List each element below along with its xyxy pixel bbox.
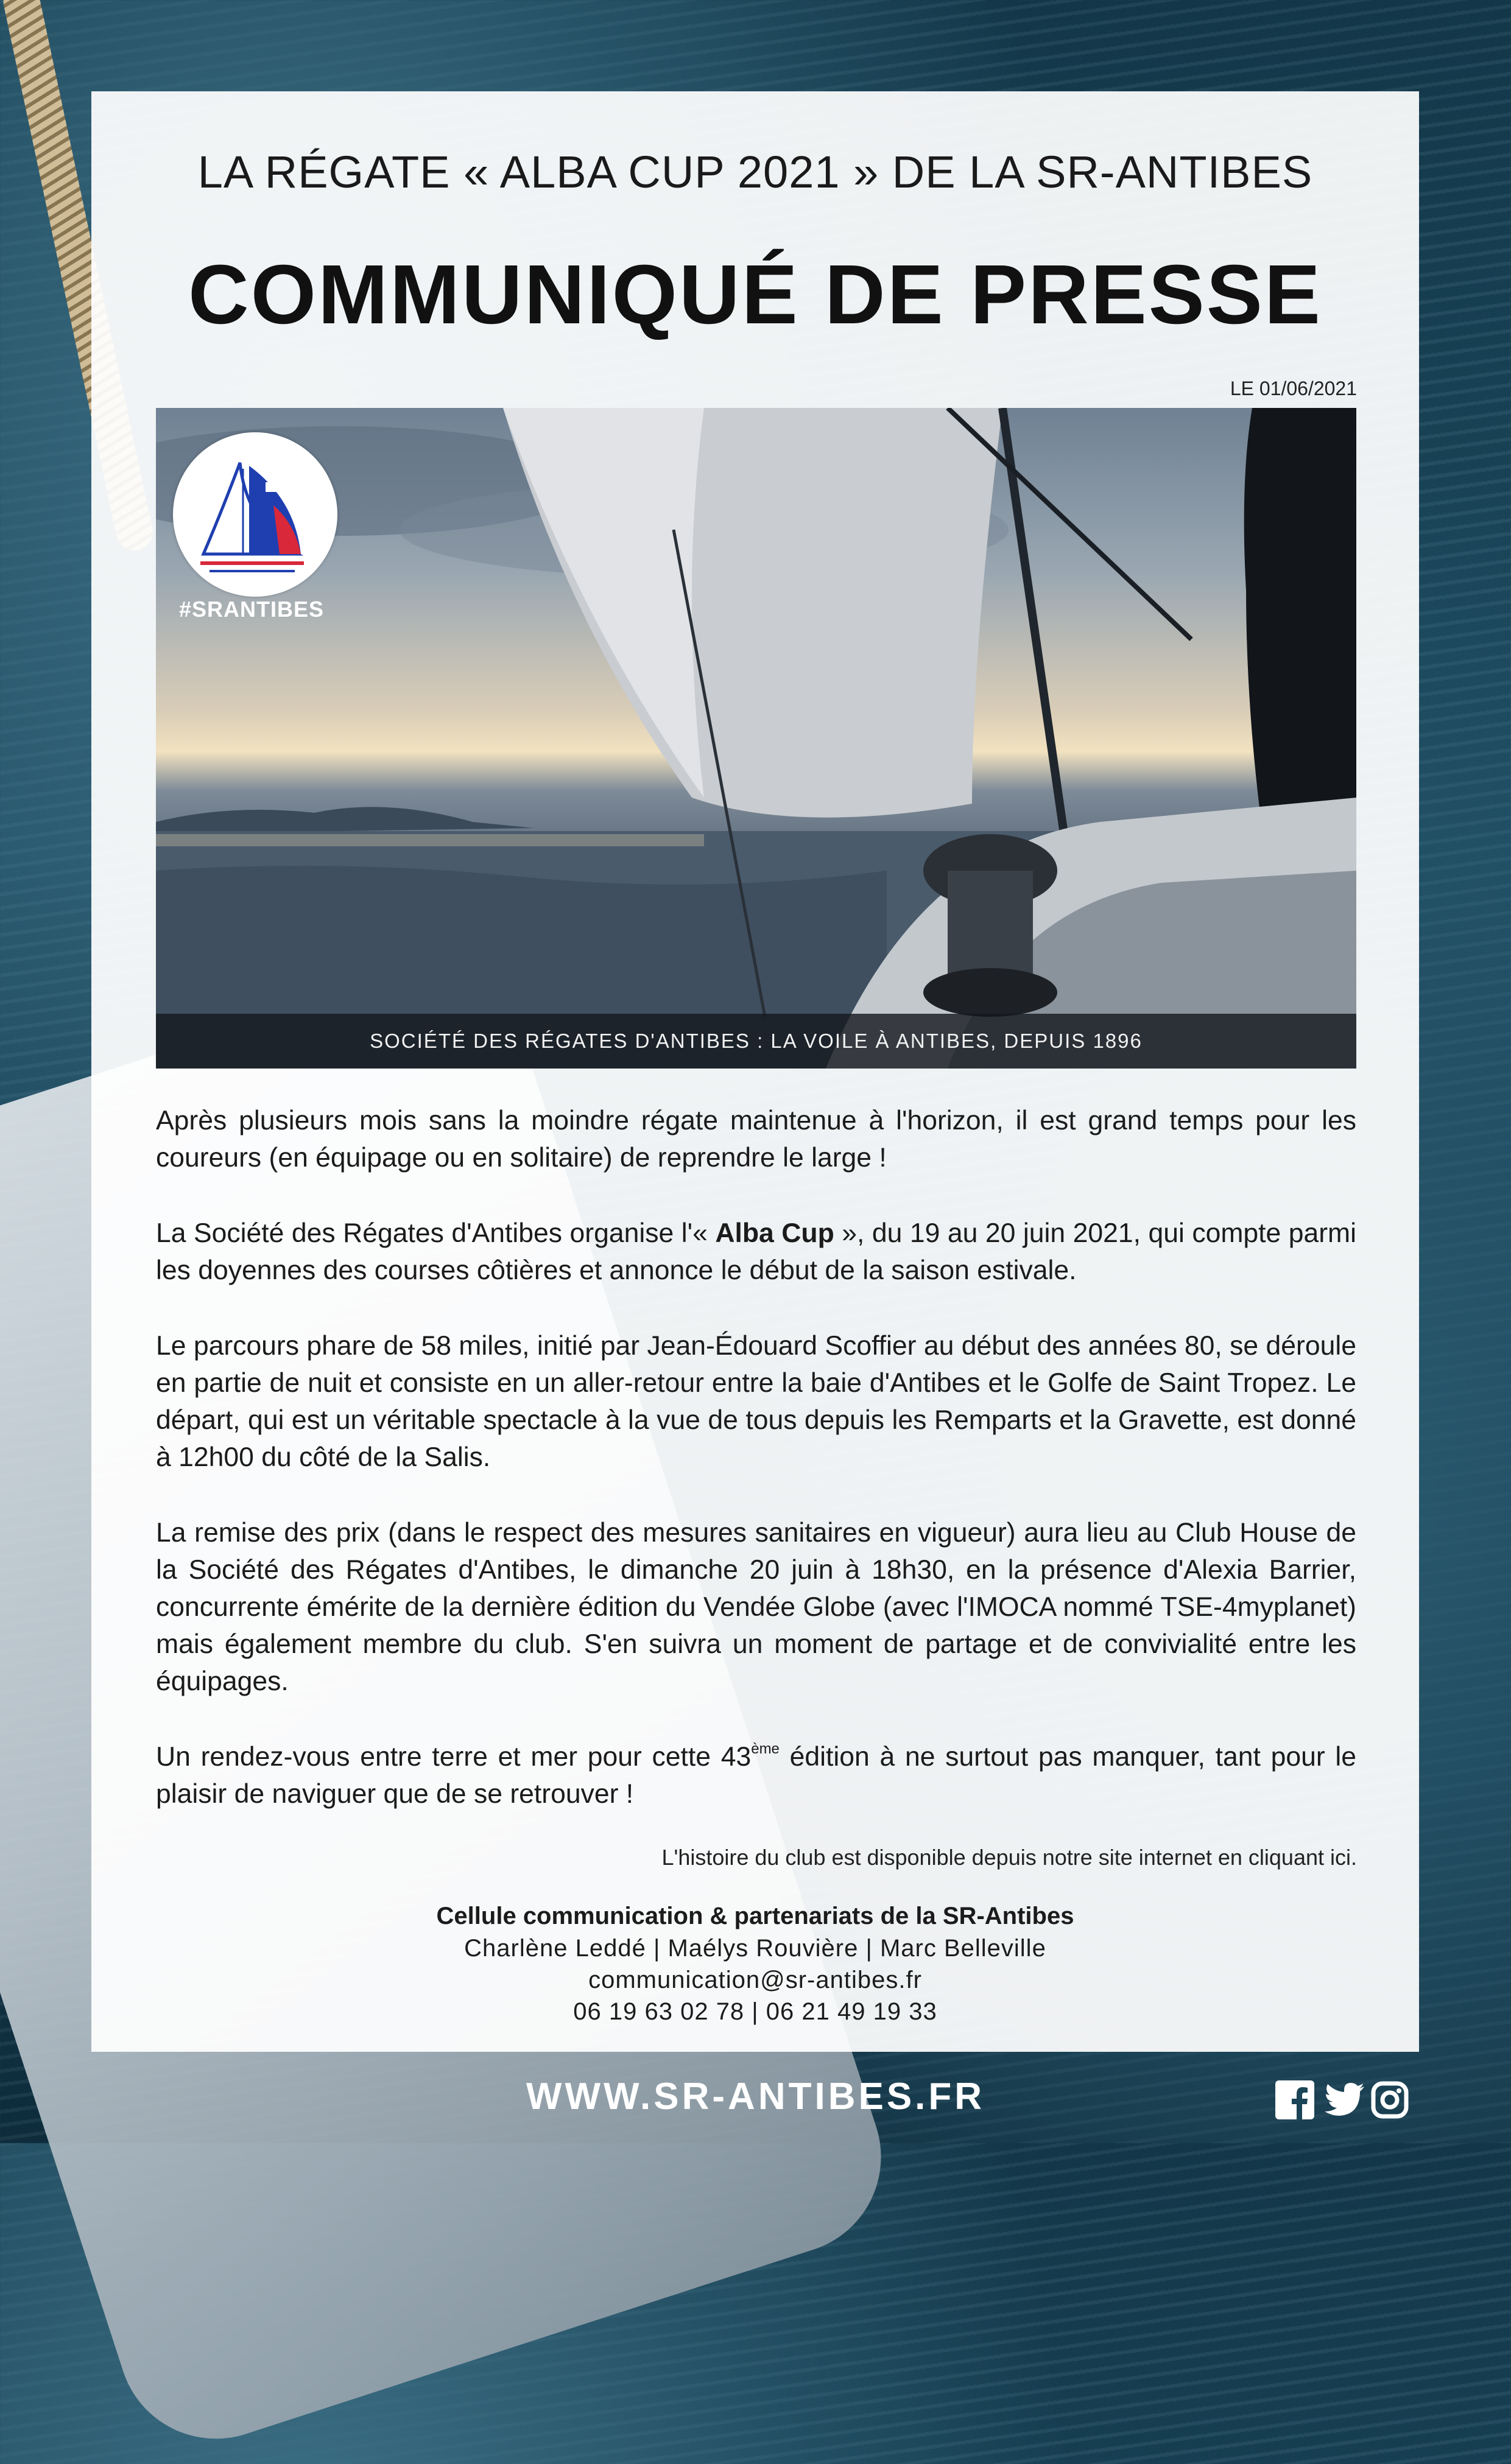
paragraph-awards: La remise des prix (dans le respect des mesures sanitaires en vigueur) aura lieu au Club House de la Société des Régates d'Antibes, le dimanche 20 juin à 18h30, en la présence d'Alexia Barrier, concurrente émérite de la dernière édition du Vendée Globe (avec l'IMOCA nommé TSE-4myplanet) mais également membre du club. S'en suivra un moment de partage et de convivialité entre les équipages. <box>156 1518 1356 1696</box>
article-body <box>156 1102 1356 1851</box>
contact-names: Charlène Leddé | Maélys Rouvière | Marc Belleville <box>464 1935 1046 1962</box>
contact-title: Cellule communication & partenariats de la SR-Antibes <box>436 1903 1074 1929</box>
page-kicker: LA RÉGATE « ALBA CUP 2021 » DE LA SR-ANTIBES <box>197 147 1313 197</box>
paragraph-closing: Un rendez-vous entre terre et mer pour cette 43ème édition à ne surtout pas manquer, tant pour le plaisir de naviguer que de se retrouver ! <box>156 1741 1356 1809</box>
social-links <box>1275 2080 1409 2119</box>
contact-phones: 06 19 63 02 78 | 06 21 49 19 33 <box>573 1998 937 2025</box>
club-hashtag: #SRANTIBES <box>179 597 325 622</box>
contact-block <box>91 1900 1419 2027</box>
sailboat-logo-icon <box>173 432 337 597</box>
release-date: LE 01/06/2021 <box>1230 377 1357 399</box>
photo-caption-text: SOCIÉTÉ DES RÉGATES D'ANTIBES : LA VOILE À ANTIBES, DEPUIS 1896 <box>370 1030 1143 1052</box>
paragraph-intro: Après plusieurs mois sans la moindre régate maintenue à l'horizon, il est grand temps pour les coureurs (en équipage ou en solitaire) de reprendre le large ! <box>156 1106 1356 1173</box>
page-title: COMMUNIQUÉ DE PRESSE <box>188 248 1322 342</box>
photo-caption <box>156 1014 1356 1069</box>
club-logo <box>173 432 337 597</box>
contact-email[interactable]: communication@sr-antibes.fr <box>588 1967 922 1993</box>
website-link[interactable]: WWW.SR-ANTIBES.FR <box>526 2076 985 2118</box>
press-release-panel <box>91 91 1419 2052</box>
event-name: Alba Cup <box>715 1218 834 1248</box>
paragraph-event: La Société des Régates d'Antibes organise l'« Alba Cup », du 19 au 20 juin 2021, qui compte parmi les doyennes des courses côtières et annonce le début de la saison estivale. <box>156 1218 1357 1285</box>
history-link[interactable]: L'histoire du club est disponible depuis notre site internet en cliquant ici. <box>661 1845 1357 1870</box>
twitter-icon[interactable] <box>1323 2080 1362 2119</box>
facebook-icon[interactable] <box>1275 2080 1314 2119</box>
instagram-icon[interactable] <box>1370 2080 1409 2119</box>
paragraph-course: Le parcours phare de 58 miles, initié par Jean-Édouard Scoffier au début des années 80, se déroule en partie de nuit et consiste en un aller-retour entre la baie d'Antibes et le Golfe de Saint Tropez. Le départ, qui est un véritable spectacle à la vue de tous depuis les Remparts et la Gravette, est donné à 12h00 du côté de la Salis. <box>156 1331 1356 1472</box>
sailing-photo <box>156 408 1356 1069</box>
